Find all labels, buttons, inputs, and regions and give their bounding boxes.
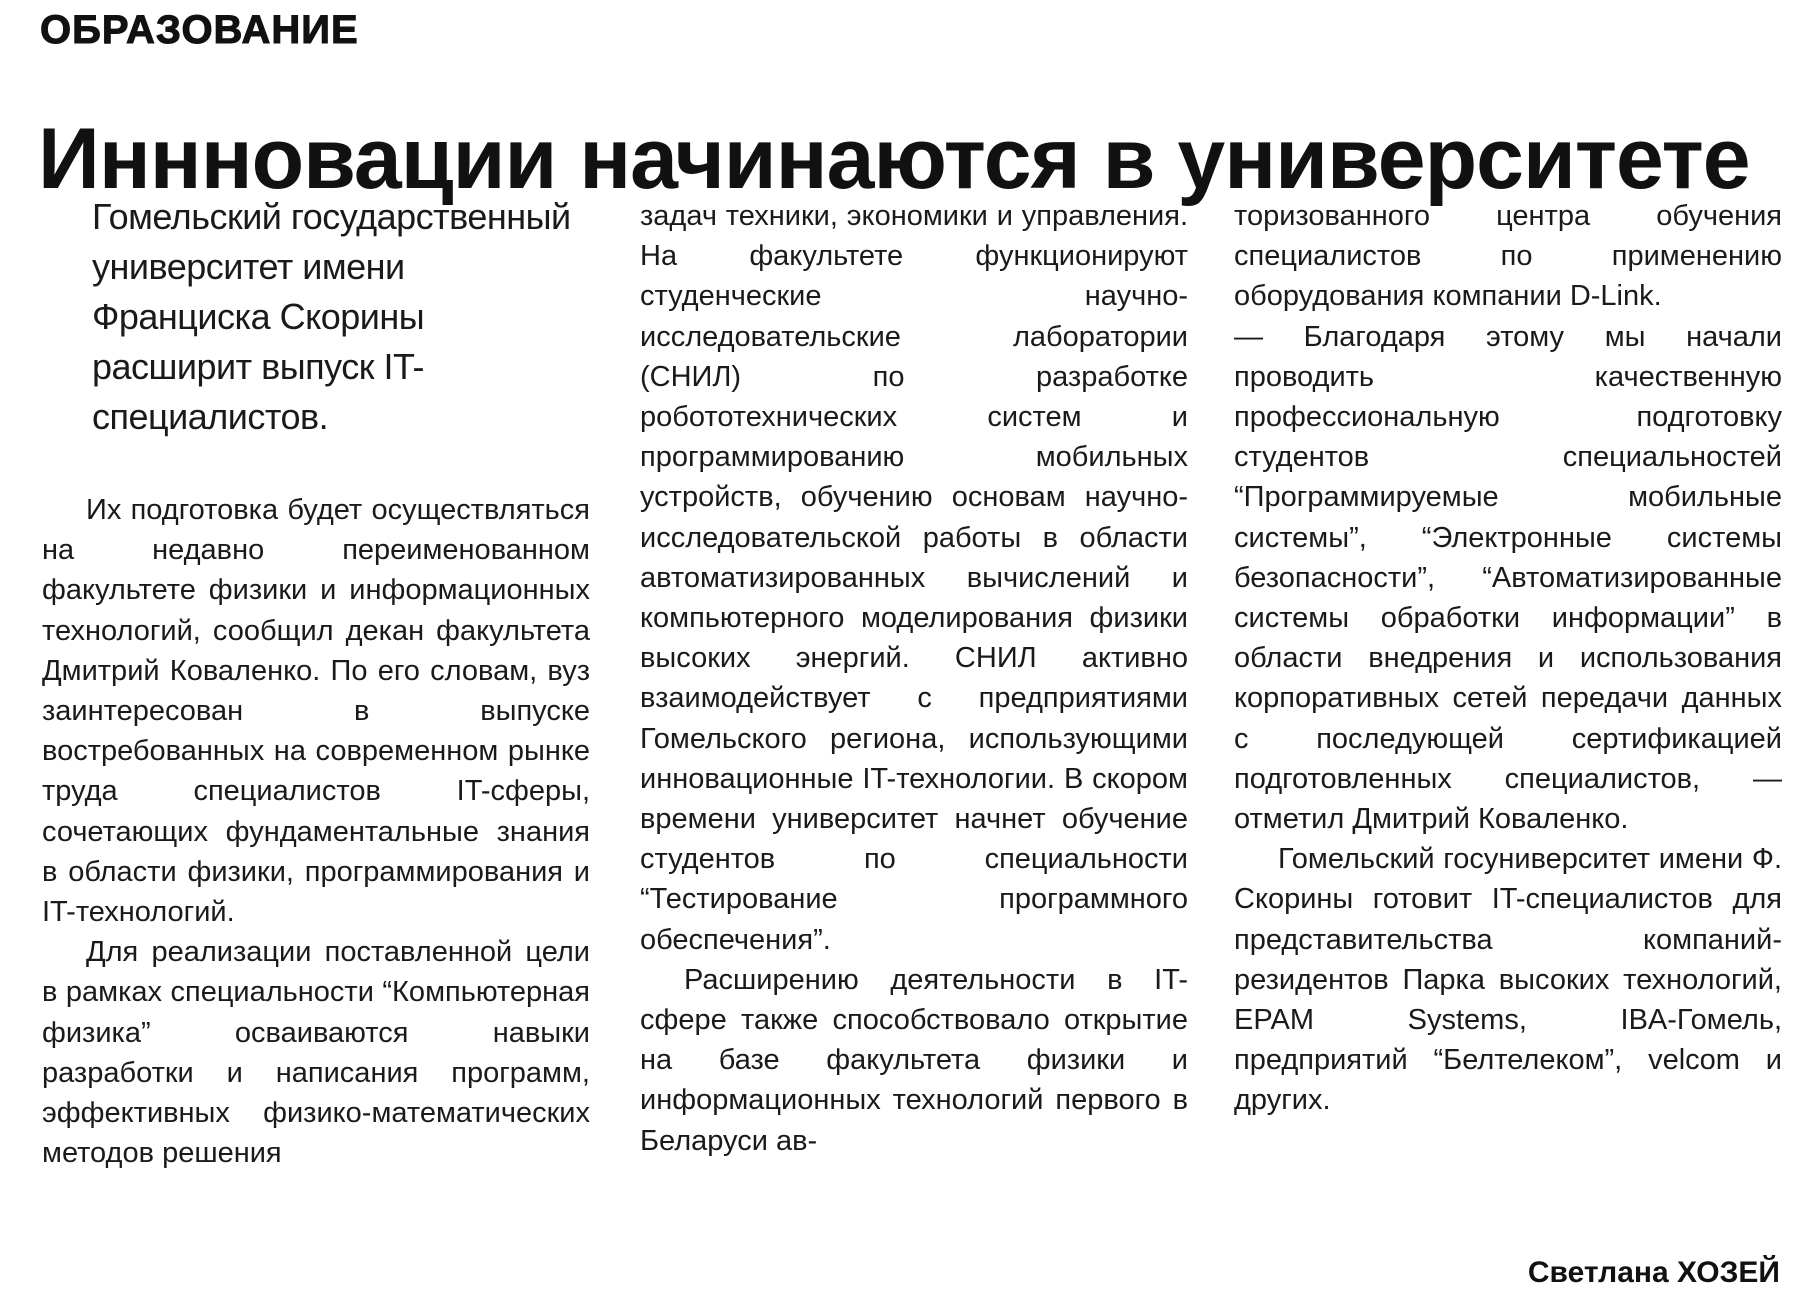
column-3 xyxy=(1234,196,1782,1121)
lead-paragraph: Гомельский государственный университет имени Франциска Скорины расширит выпуск IT-специалистов. xyxy=(92,196,571,437)
byline: Светлана ХОЗЕЙ xyxy=(1527,1256,1780,1289)
body-paragraph: торизованного центра обучения специалистов по применению оборудования компании D-Link. xyxy=(1234,200,1782,313)
body-paragraph: Гомельский госуниверситет имени Ф. Скорины готовит IT-специалистов для представительства компаний-резидентов Парка высоких технологий, EPAM Systems, IBA-Гомель, предприятий “Белтелеком”, velcom и других. xyxy=(1234,843,1782,1117)
column-2 xyxy=(640,196,1188,1161)
body-paragraph: Расширению деятельности в IT-сфере также способствовало открытие на базе факультета физики и информационных технологий первого в Беларуси ав- xyxy=(640,963,1188,1157)
body-paragraph: Их подготовка будет осуществляться на недавно переименованном факультете физики и информационных технологий, сообщил декан факультета Дмитрий Коваленко. По его словам, вуз заинтересован в выпуске востребованных на современном рынке труда специалистов IT-сферы, сочетающих фундаментальные знания в области физики, программирования и IT-технологий. xyxy=(42,494,590,929)
body-paragraph: задач техники, экономики и управления. На факультете функционируют студенческие научно-исследовательские лаборатории (СНИЛ) по разработке робототехнических систем и программированию мобильных устройств, обучению основам научно-исследовательской работы в области автоматизированных вычислений и компьютерного моделирования физики высоких энергий. СНИЛ активно взаимодействует с предприятиями Гомельского региона, использующими инновационные IT-технологии. В скором времени университет начнет обучение студентов по специальности “Тестирование программного обеспечения”. xyxy=(640,200,1188,956)
body-paragraph: Для реализации поставленной цели в рамках специальности “Компьютерная физика” осваиваются навыки разработки и написания программ, эффективных физико-математических методов решения xyxy=(42,936,590,1170)
rubric: ОБРАЗОВАНИЕ xyxy=(40,8,359,52)
headline: Иннновации начинаются в университете xyxy=(38,110,1750,207)
column-1 xyxy=(42,192,590,1173)
body-paragraph: — Благодаря этому мы начали проводить качественную профессиональную подготовку студентов специальностей “Программируемые мобильные системы”, “Электронные системы безопасности”, “Автоматизированные системы обработки информации” в области внедрения и использования корпоративных сетей передачи данных с последующей сертификацией подготовленных специалистов, — отметил Дмитрий Коваленко. xyxy=(1234,320,1782,836)
